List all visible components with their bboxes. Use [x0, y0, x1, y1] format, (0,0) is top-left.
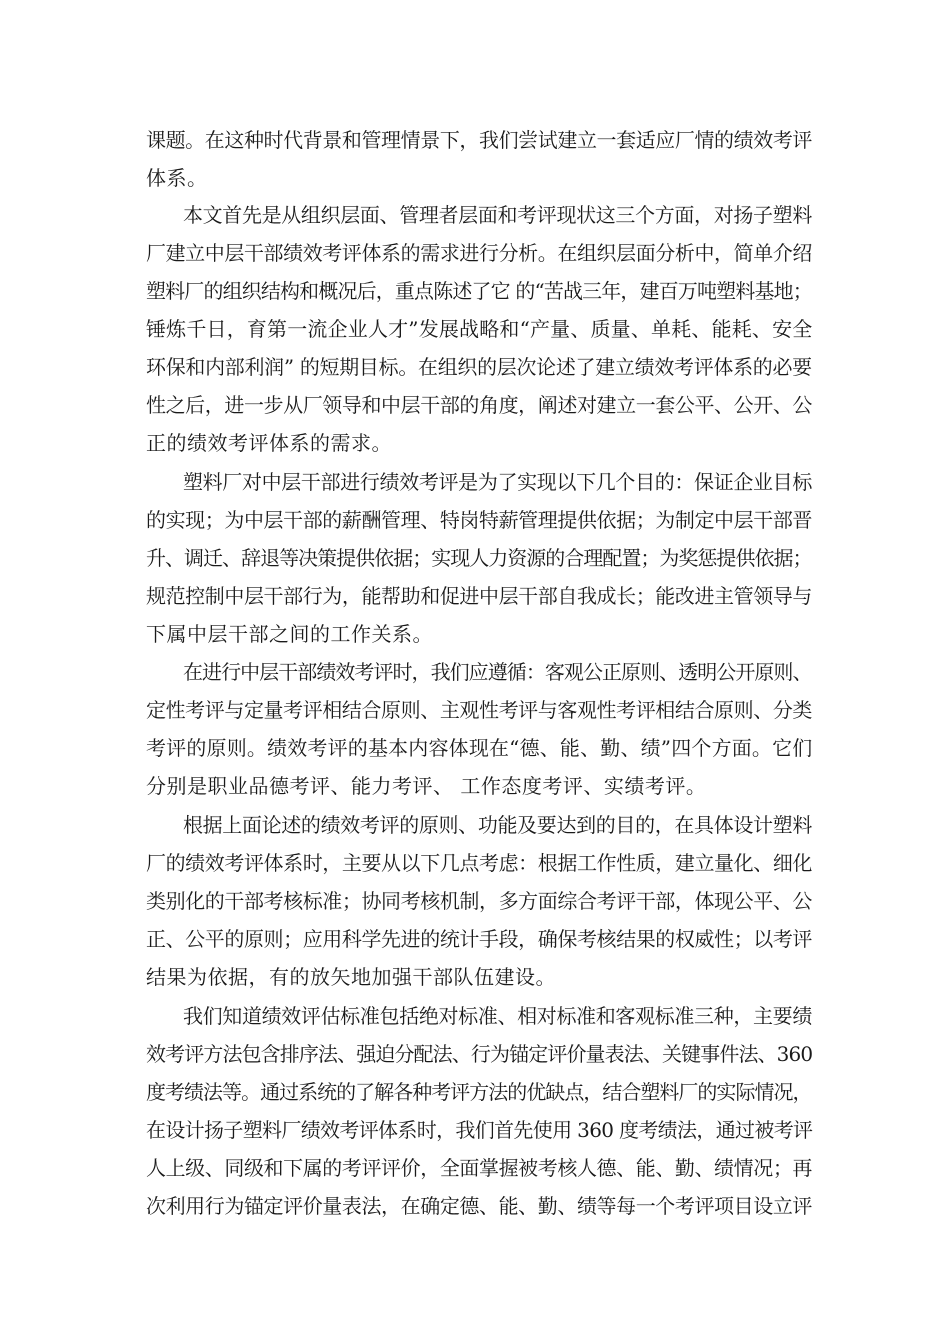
- text-line: 体系。: [146, 166, 208, 190]
- paragraph-first-line: 在进行中层干部绩效考评时，我们应遵循：客观公正原则、透明公开原则、: [183, 660, 812, 684]
- text-line: 定性考评与定量考评相结合原则、主观性考评与客观性考评相结合原则、分类: [146, 698, 812, 722]
- text-line: 正、公平的原则；应用科学先进的统计手段，确保考核结果的权威性；以考评: [146, 927, 812, 951]
- paragraph-first-line: 根据上面论述的绩效考评的原则、功能及要达到的目的，在具体设计塑料: [183, 813, 812, 837]
- text-line: 的实现；为中层干部的薪酬管理、特岗特薪管理提供依据；为制定中层干部晋: [146, 508, 812, 532]
- text-line: 塑料厂的组织结构和概况后，重点陈述了它 的“苦战三年，建百万吨塑料基地；: [146, 279, 812, 303]
- text-line: 考评的原则。绩效考评的基本内容体现在“德、能、勤、绩”四个方面。它们: [146, 736, 813, 760]
- text-line: 环保和内部利润” 的短期目标。在组织的层次论述了建立绩效考评体系的必要: [146, 355, 812, 379]
- text-line: 锤炼千日，育第一流企业人才”发展战略和“产量、质量、单耗、能耗、安全: [146, 317, 813, 341]
- text-line: 厂的绩效考评体系时，主要从以下几点考虑：根据工作性质，建立量化、细化: [146, 851, 812, 875]
- paragraph-first-line: 我们知道绩效评估标准包括绝对标准、相对标准和客观标准三种，主要绩: [183, 1004, 812, 1028]
- text-line: 效考评方法包含排序法、强迫分配法、行为锚定评价量表法、关键事件法、360: [146, 1042, 813, 1066]
- text-line: 次利用行为锚定评价量表法，在确定德、能、勤、绩等每一个考评项目设立评: [146, 1194, 812, 1218]
- text-line: 度考绩法等。通过系统的了解各种考评方法的优缺点，结合塑料厂的实际情况，: [146, 1080, 812, 1104]
- text-line: 厂建立中层干部绩效考评体系的需求进行分析。在组织层面分析中，简单介绍: [146, 241, 812, 265]
- paragraph-first-line: 本文首先是从组织层面、管理者层面和考评现状这三个方面，对扬子塑料: [183, 203, 812, 227]
- text-line: 正的绩效考评体系的需求。: [146, 431, 392, 455]
- text-line: 在设计扬子塑料厂绩效考评体系时，我们首先使用 360 度考绩法，通过被考评: [146, 1118, 813, 1142]
- text-line: 人上级、同级和下属的考评评价，全面掌握被考核人德、能、勤、绩情况；再: [146, 1156, 812, 1180]
- text-line: 升、调迁、辞退等决策提供依据；实现人力资源的合理配置；为奖惩提供依据；: [146, 546, 812, 570]
- text-line: 类别化的干部考核标准；协同考核机制，多方面综合考评干部，体现公平、公: [146, 889, 812, 913]
- text-line: 分别是职业品德考评、能力考评、 工作态度考评、实绩考评。: [146, 774, 707, 798]
- text-line: 结果为依据，有的放矢地加强干部队伍建设。: [146, 965, 556, 989]
- text-line: 规范控制中层干部行为，能帮助和促进中层干部自我成长；能改进主管领导与: [146, 584, 812, 608]
- text-line: 下属中层干部之间的工作关系。: [146, 622, 433, 646]
- text-line: 性之后，进一步从厂领导和中层干部的角度，阐述对建立一套公平、公开、公: [146, 393, 812, 417]
- paragraph-first-line: 塑料厂对中层干部进行绩效考评是为了实现以下几个目的：保证企业目标: [183, 470, 812, 494]
- text-line: 课题。在这种时代背景和管理情景下，我们尝试建立一套适应厂情的绩效考评: [146, 128, 812, 152]
